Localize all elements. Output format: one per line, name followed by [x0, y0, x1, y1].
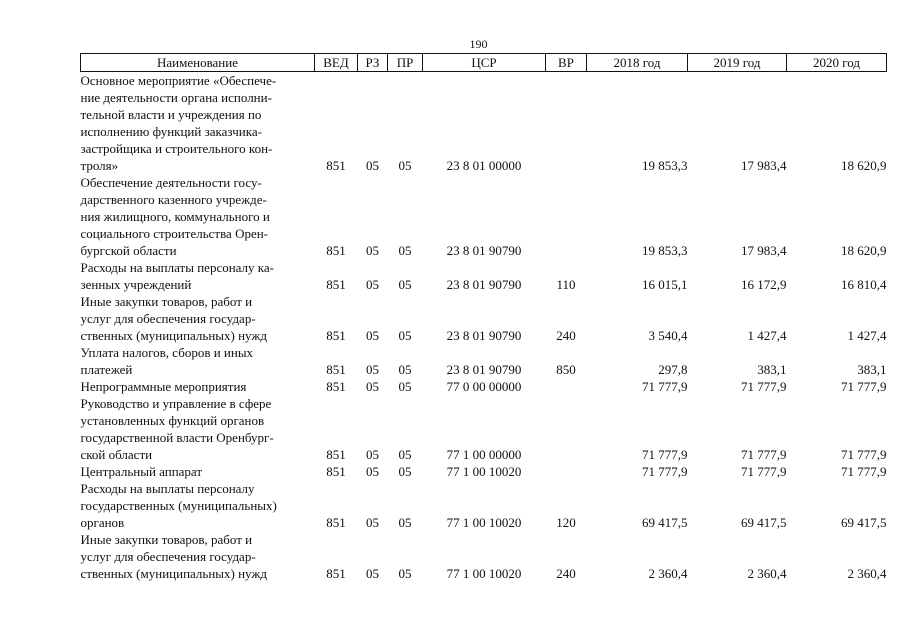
- cell-pr: 05: [398, 379, 412, 394]
- cell-pr: 05: [398, 362, 412, 377]
- header-rz: РЗ: [358, 54, 388, 72]
- table-row: [81, 395, 887, 463]
- cell-pr: 05: [398, 158, 412, 173]
- cell-csr: 77 0 00 00000: [446, 379, 522, 394]
- cell-2018: 71 777,9: [642, 447, 688, 462]
- cell-2020: 383,1: [857, 362, 887, 377]
- cell-name: Основное мероприятие «Обеспече- ние деятельности органа исполни- тельной власти и учреждения по исполнению функций заказчика- застройщика и строительного кон- троля»: [80, 73, 277, 173]
- cell-name: Расходы на выплаты персоналу государственных (муниципальных) органов: [80, 481, 277, 530]
- cell-rz: 05: [366, 566, 379, 581]
- cell-name: Иные закупки товаров, работ и услуг для обеспечения государ- ственных (муниципальных) нужд: [80, 532, 267, 581]
- cell-pr: 05: [398, 328, 412, 343]
- cell-2019: 16 172,9: [741, 277, 787, 292]
- cell-vr: 240: [556, 566, 576, 581]
- header-ved: ВЕД: [315, 54, 358, 72]
- cell-2018: 3 540,4: [648, 328, 688, 343]
- table-row: [81, 378, 887, 395]
- cell-2020: 69 417,5: [841, 515, 887, 530]
- cell-2019: 1 427,4: [747, 328, 787, 343]
- cell-csr: 77 1 00 10020: [446, 464, 522, 479]
- header-2019: 2019 год: [688, 54, 787, 72]
- table-row: [81, 480, 887, 531]
- cell-vr: 110: [556, 277, 576, 292]
- cell-2018: 69 417,5: [642, 515, 688, 530]
- cell-vr: 240: [556, 328, 576, 343]
- cell-rz: 05: [366, 515, 379, 530]
- cell-ved: 851: [326, 328, 346, 343]
- cell-ved: 851: [326, 243, 346, 258]
- cell-csr: 23 8 01 90790: [446, 362, 522, 377]
- budget-table: [80, 53, 887, 582]
- cell-ved: 851: [326, 158, 346, 173]
- cell-2019: 71 777,9: [741, 464, 787, 479]
- cell-csr: 77 1 00 10020: [446, 566, 522, 581]
- cell-vr: [546, 72, 587, 175]
- cell-2019: 71 777,9: [741, 379, 787, 394]
- cell-rz: 05: [366, 328, 379, 343]
- cell-vr: [546, 463, 587, 480]
- cell-name: Иные закупки товаров, работ и услуг для обеспечения государ- ственных (муниципальных) нужд: [80, 294, 267, 343]
- table-row: [81, 174, 887, 259]
- cell-2018: 19 853,3: [642, 243, 688, 258]
- cell-2020: 71 777,9: [841, 464, 887, 479]
- header-2018: 2018 год: [587, 54, 688, 72]
- cell-ved: 851: [326, 379, 346, 394]
- cell-rz: 05: [366, 362, 379, 377]
- cell-rz: 05: [366, 243, 379, 258]
- cell-ved: 851: [326, 277, 346, 292]
- cell-2020: 1 427,4: [847, 328, 887, 343]
- cell-csr: 23 8 01 90790: [446, 277, 522, 292]
- table-row: [81, 293, 887, 344]
- cell-vr: 120: [556, 515, 576, 530]
- cell-csr: 77 1 00 10020: [446, 515, 522, 530]
- cell-csr: 23 8 01 90790: [446, 243, 522, 258]
- cell-ved: 851: [326, 464, 346, 479]
- cell-2019: 17 983,4: [741, 243, 787, 258]
- header-pr: ПР: [388, 54, 423, 72]
- cell-ved: 851: [326, 447, 346, 462]
- cell-ved: 851: [326, 362, 346, 377]
- cell-pr: 05: [398, 515, 412, 530]
- cell-pr: 05: [398, 277, 412, 292]
- cell-name: Центральный аппарат: [80, 464, 203, 479]
- cell-pr: 05: [398, 447, 412, 462]
- header-row: [81, 54, 887, 72]
- cell-2020: 71 777,9: [841, 447, 887, 462]
- cell-rz: 05: [366, 447, 379, 462]
- table-row: [81, 344, 887, 378]
- header-vr: ВР: [546, 54, 587, 72]
- cell-2018: 19 853,3: [642, 158, 688, 173]
- cell-2019: 17 983,4: [741, 158, 787, 173]
- cell-vr: [546, 395, 587, 463]
- cell-2019: 383,1: [757, 362, 787, 377]
- cell-pr: 05: [398, 566, 412, 581]
- cell-rz: 05: [366, 277, 379, 292]
- header-name: Наименование: [81, 54, 315, 72]
- cell-csr: 77 1 00 00000: [446, 447, 522, 462]
- cell-pr: 05: [398, 464, 412, 479]
- cell-csr: 23 8 01 90790: [446, 328, 522, 343]
- cell-2018: 71 777,9: [642, 464, 688, 479]
- cell-2018: 16 015,1: [642, 277, 688, 292]
- cell-2020: 71 777,9: [841, 379, 887, 394]
- cell-name: Уплата налогов, сборов и иных платежей: [80, 345, 254, 377]
- cell-2018: 297,8: [658, 362, 688, 377]
- cell-csr: 23 8 01 00000: [446, 158, 522, 173]
- cell-2019: 71 777,9: [741, 447, 787, 462]
- cell-name: Расходы на выплаты персоналу ка- зенных учреждений: [80, 260, 275, 292]
- cell-2019: 69 417,5: [741, 515, 787, 530]
- header-csr: ЦСР: [423, 54, 546, 72]
- cell-2018: 2 360,4: [648, 566, 688, 581]
- table-row: [81, 531, 887, 582]
- cell-2020: 18 620,9: [841, 243, 887, 258]
- cell-name: Руководство и управление в сфере установленных функций органов государственной власти Оренбург- ской области: [80, 396, 274, 462]
- cell-vr: 850: [556, 362, 576, 377]
- cell-ved: 851: [326, 515, 346, 530]
- cell-ved: 851: [326, 566, 346, 581]
- header-2020: 2020 год: [787, 54, 887, 72]
- cell-vr: [546, 174, 587, 259]
- page-number: 190: [469, 37, 488, 51]
- table-row: [81, 72, 887, 175]
- cell-rz: 05: [366, 464, 379, 479]
- cell-name: Обеспечение деятельности госу- дарственного казенного учрежде- ния жилищного, коммунального и социального строительства Орен- бургской области: [80, 175, 270, 258]
- cell-name: Непрограммные мероприятия: [80, 379, 247, 394]
- cell-2020: 16 810,4: [841, 277, 887, 292]
- cell-rz: 05: [366, 379, 379, 394]
- cell-2020: 18 620,9: [841, 158, 887, 173]
- cell-2018: 71 777,9: [642, 379, 688, 394]
- table-row: [81, 259, 887, 293]
- table-row: [81, 463, 887, 480]
- cell-rz: 05: [366, 158, 379, 173]
- cell-2020: 2 360,4: [847, 566, 887, 581]
- cell-pr: 05: [398, 243, 412, 258]
- cell-vr: [546, 378, 587, 395]
- cell-2019: 2 360,4: [747, 566, 787, 581]
